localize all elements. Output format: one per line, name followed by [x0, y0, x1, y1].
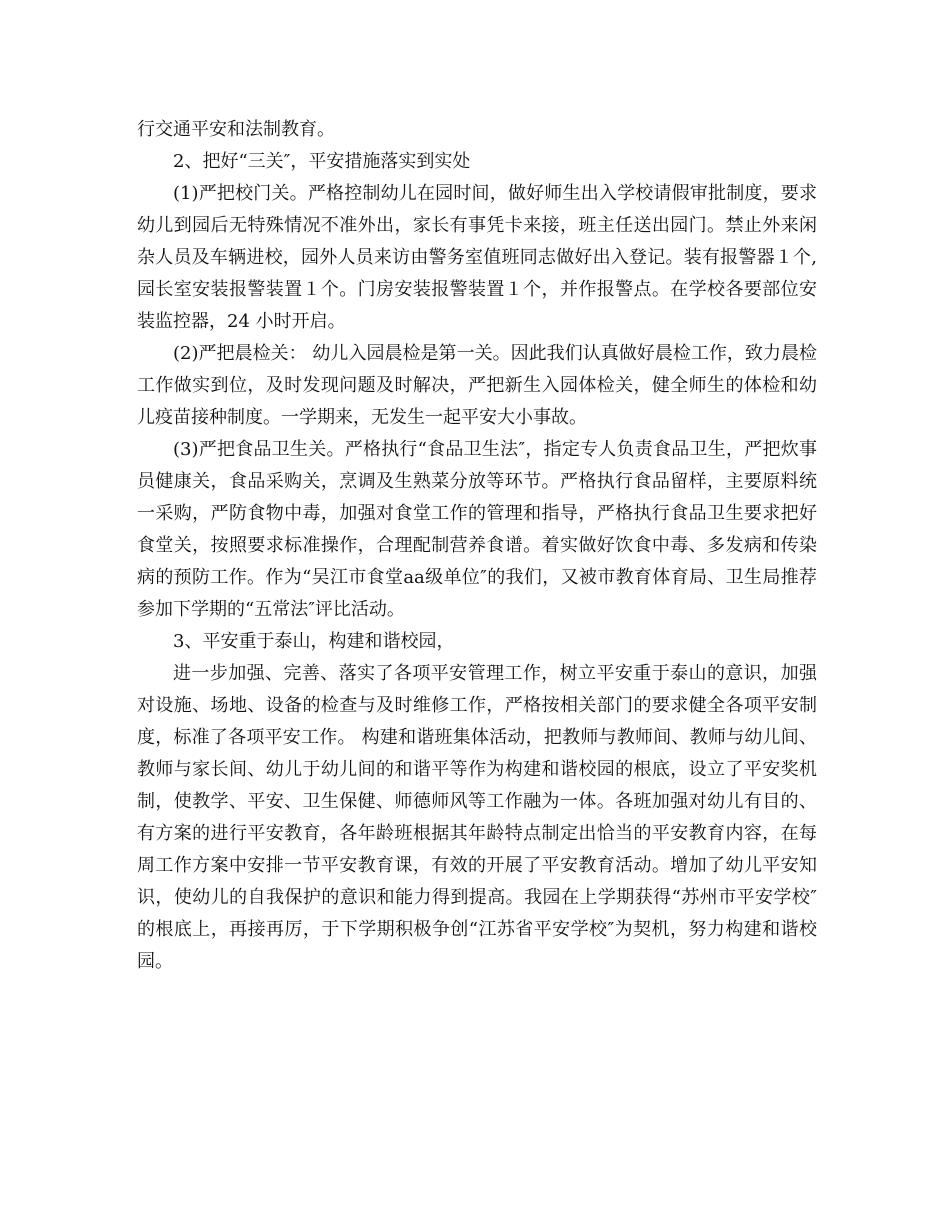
- section-heading-harmonious-campus: 3、平安重于泰山，构建和谐校园，: [173, 631, 455, 652]
- section-heading-three-checkpoints: 2、把好“三关″，平安措施落实到实处: [173, 151, 471, 172]
- paragraph-food-hygiene: (3)严把食品卫生关。严格执行“食品卫生法″，指定专人负责食品卫生，严把炊事员健康关，食品采购关，烹调及生熟菜分放等环节。严格执行食品留样，主要原料统一采购，严防食物中毒，加强对食堂工作的管理和指导，严格执行食品卫生要求把好食堂关，按照要求标准操作，合理配制营养食谱。着实做好饮食中毒、多发病和传染病的预防工作。作为“吴江市食堂aa级单位″的我们，又被市教育体育局、卫生局推荐参加下学期的“五常法″评比活动。: [137, 439, 817, 620]
- document-body: [137, 114, 817, 978]
- paragraph-school-gate: (1)严把校门关。严格控制幼儿在园时间，做好师生出入学校请假审批制度，要求幼儿到园后无特殊情况不准外出，家长有事凭卡来接，班主任送出园门。禁止外来闲杂人员及车辆进校，园外人员来访由警务室值班同志做好出入登记。装有报警器１个,园长室安装报警装置１个。门房安装报警装置１个，并作报警点。在学校各要部位安装监控器，24 小时开启。: [137, 183, 817, 332]
- paragraph-morning-check: (2)严把晨检关： 幼儿入园晨检是第一关。因此我们认真做好晨检工作，致力晨检工作做实到位，及时发现问题及时解决，严把新生入园体检关，健全师生的体检和幼儿疫苗接种制度。一学期来，无发生一起平安大小事故。: [137, 343, 817, 428]
- paragraph-safety-management: 进一步加强、完善、落实了各项平安管理工作，树立平安重于泰山的意识，加强对设施、场地、设备的检查与及时维修工作，严格按相关部门的要求健全各项平安制度，标准了各项平安工作。 构建和谐班集体活动，把教师与教师间、教师与幼儿间、教师与家长间、幼儿于幼儿间的和谐平等作为构建和谐校园的根底，设立了平安奖机制，使教学、平安、卫生保健、师德师风等工作融为一体。各班加强对幼儿有目的、有方案的进行平安教育，各年龄班根据其年龄特点制定出恰当的平安教育内容，在每周工作方案中安排一节平安教育课，有效的开展了平安教育活动。增加了幼儿平安知识，使幼儿的自我保护的意识和能力得到提高。我园在上学期获得“苏州市平安学校″的根底上，再接再厉，于下学期积极争创“江苏省平安学校″为契机，努力构建和谐校园。: [137, 663, 817, 972]
- paragraph-continuation: 行交通平安和法制教育。: [137, 119, 335, 140]
